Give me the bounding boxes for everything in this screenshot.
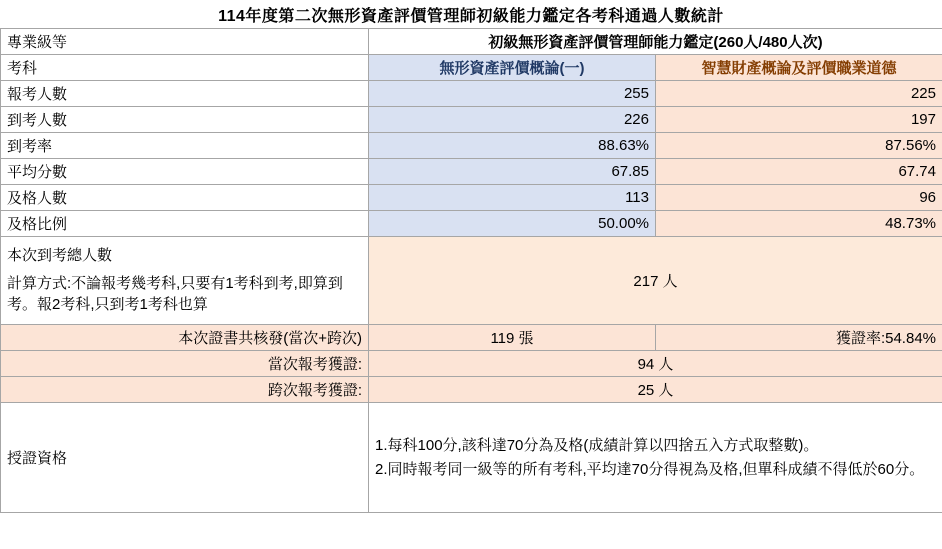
total-attendance-label: 本次到考總人數: [7, 246, 113, 264]
qualification-rule-1: 1.每科100分,該科達70分為及格(成績計算以四捨五入方式取整數)。: [375, 436, 819, 454]
row-value-a: 88.63%: [369, 133, 656, 159]
row-value-b: 48.73%: [656, 211, 942, 237]
row-value-b: 96: [656, 185, 942, 211]
row-value-a: 67.85: [369, 159, 656, 185]
certificates-label: 本次證書共核發(當次+跨次): [1, 325, 369, 351]
table-row: [1, 185, 942, 211]
total-attendance-method: 計算方式:不論報考幾考科,只要有1考科到考,即算到考。報2考科,只到考1考科也算: [7, 274, 343, 314]
row-label: 及格比例: [1, 211, 369, 237]
table-row-certificates: [1, 325, 942, 351]
row-label: 到考率: [1, 133, 369, 159]
table-row-subjects: [1, 55, 942, 81]
cross-term-value: 25 人: [369, 377, 942, 403]
certificate-rate: 獲證率:54.84%: [656, 325, 942, 351]
table-row-level: [1, 29, 942, 55]
current-term-value: 94 人: [369, 351, 942, 377]
table-row: [1, 159, 942, 185]
row-label: 報考人數: [1, 81, 369, 107]
row-label: 及格人數: [1, 185, 369, 211]
page-title: 114年度第二次無形資產評價管理師初級能力鑑定各考科通過人數統計: [218, 7, 724, 25]
row-value-a: 255: [369, 81, 656, 107]
exam-title: 初級無形資產評價管理師能力鑑定(260人/480人次): [369, 29, 942, 55]
total-attendance-value: 217 人: [369, 237, 942, 325]
subject-a-header: 無形資產評價概論(一): [369, 55, 656, 81]
table-row: [1, 107, 942, 133]
row-label: 到考人數: [1, 107, 369, 133]
level-label: 專業級等: [1, 29, 369, 55]
qualification-rules: [369, 403, 942, 513]
row-value-b: 67.74: [656, 159, 942, 185]
subject-label: 考科: [1, 55, 369, 81]
certificates-value: 119 張: [369, 325, 656, 351]
table-row: [1, 211, 942, 237]
table-row: [1, 81, 942, 107]
table-row: [1, 133, 942, 159]
row-value-b: 197: [656, 107, 942, 133]
table-row-current-term: [1, 351, 942, 377]
table-row-cross-term: [1, 377, 942, 403]
row-value-a: 50.00%: [369, 211, 656, 237]
row-value-b: 87.56%: [656, 133, 942, 159]
row-value-a: 113: [369, 185, 656, 211]
total-attendance-note: [1, 237, 369, 325]
current-term-label: 當次報考獲證:: [1, 351, 369, 377]
table-row-qualification: [1, 403, 942, 513]
row-value-a: 226: [369, 107, 656, 133]
qualification-rule-2: 2.同時報考同一級等的所有考科,平均達70分得視為及格,但單科成績不得低於60分。: [375, 460, 925, 478]
subject-b-header: 智慧財產概論及評價職業道德: [656, 55, 942, 81]
cross-term-label: 跨次報考獲證:: [1, 377, 369, 403]
row-value-b: 225: [656, 81, 942, 107]
qualification-label: 授證資格: [1, 403, 369, 513]
row-label: 平均分數: [1, 159, 369, 185]
table-row-total: [1, 237, 942, 325]
statistics-table: [0, 28, 942, 513]
